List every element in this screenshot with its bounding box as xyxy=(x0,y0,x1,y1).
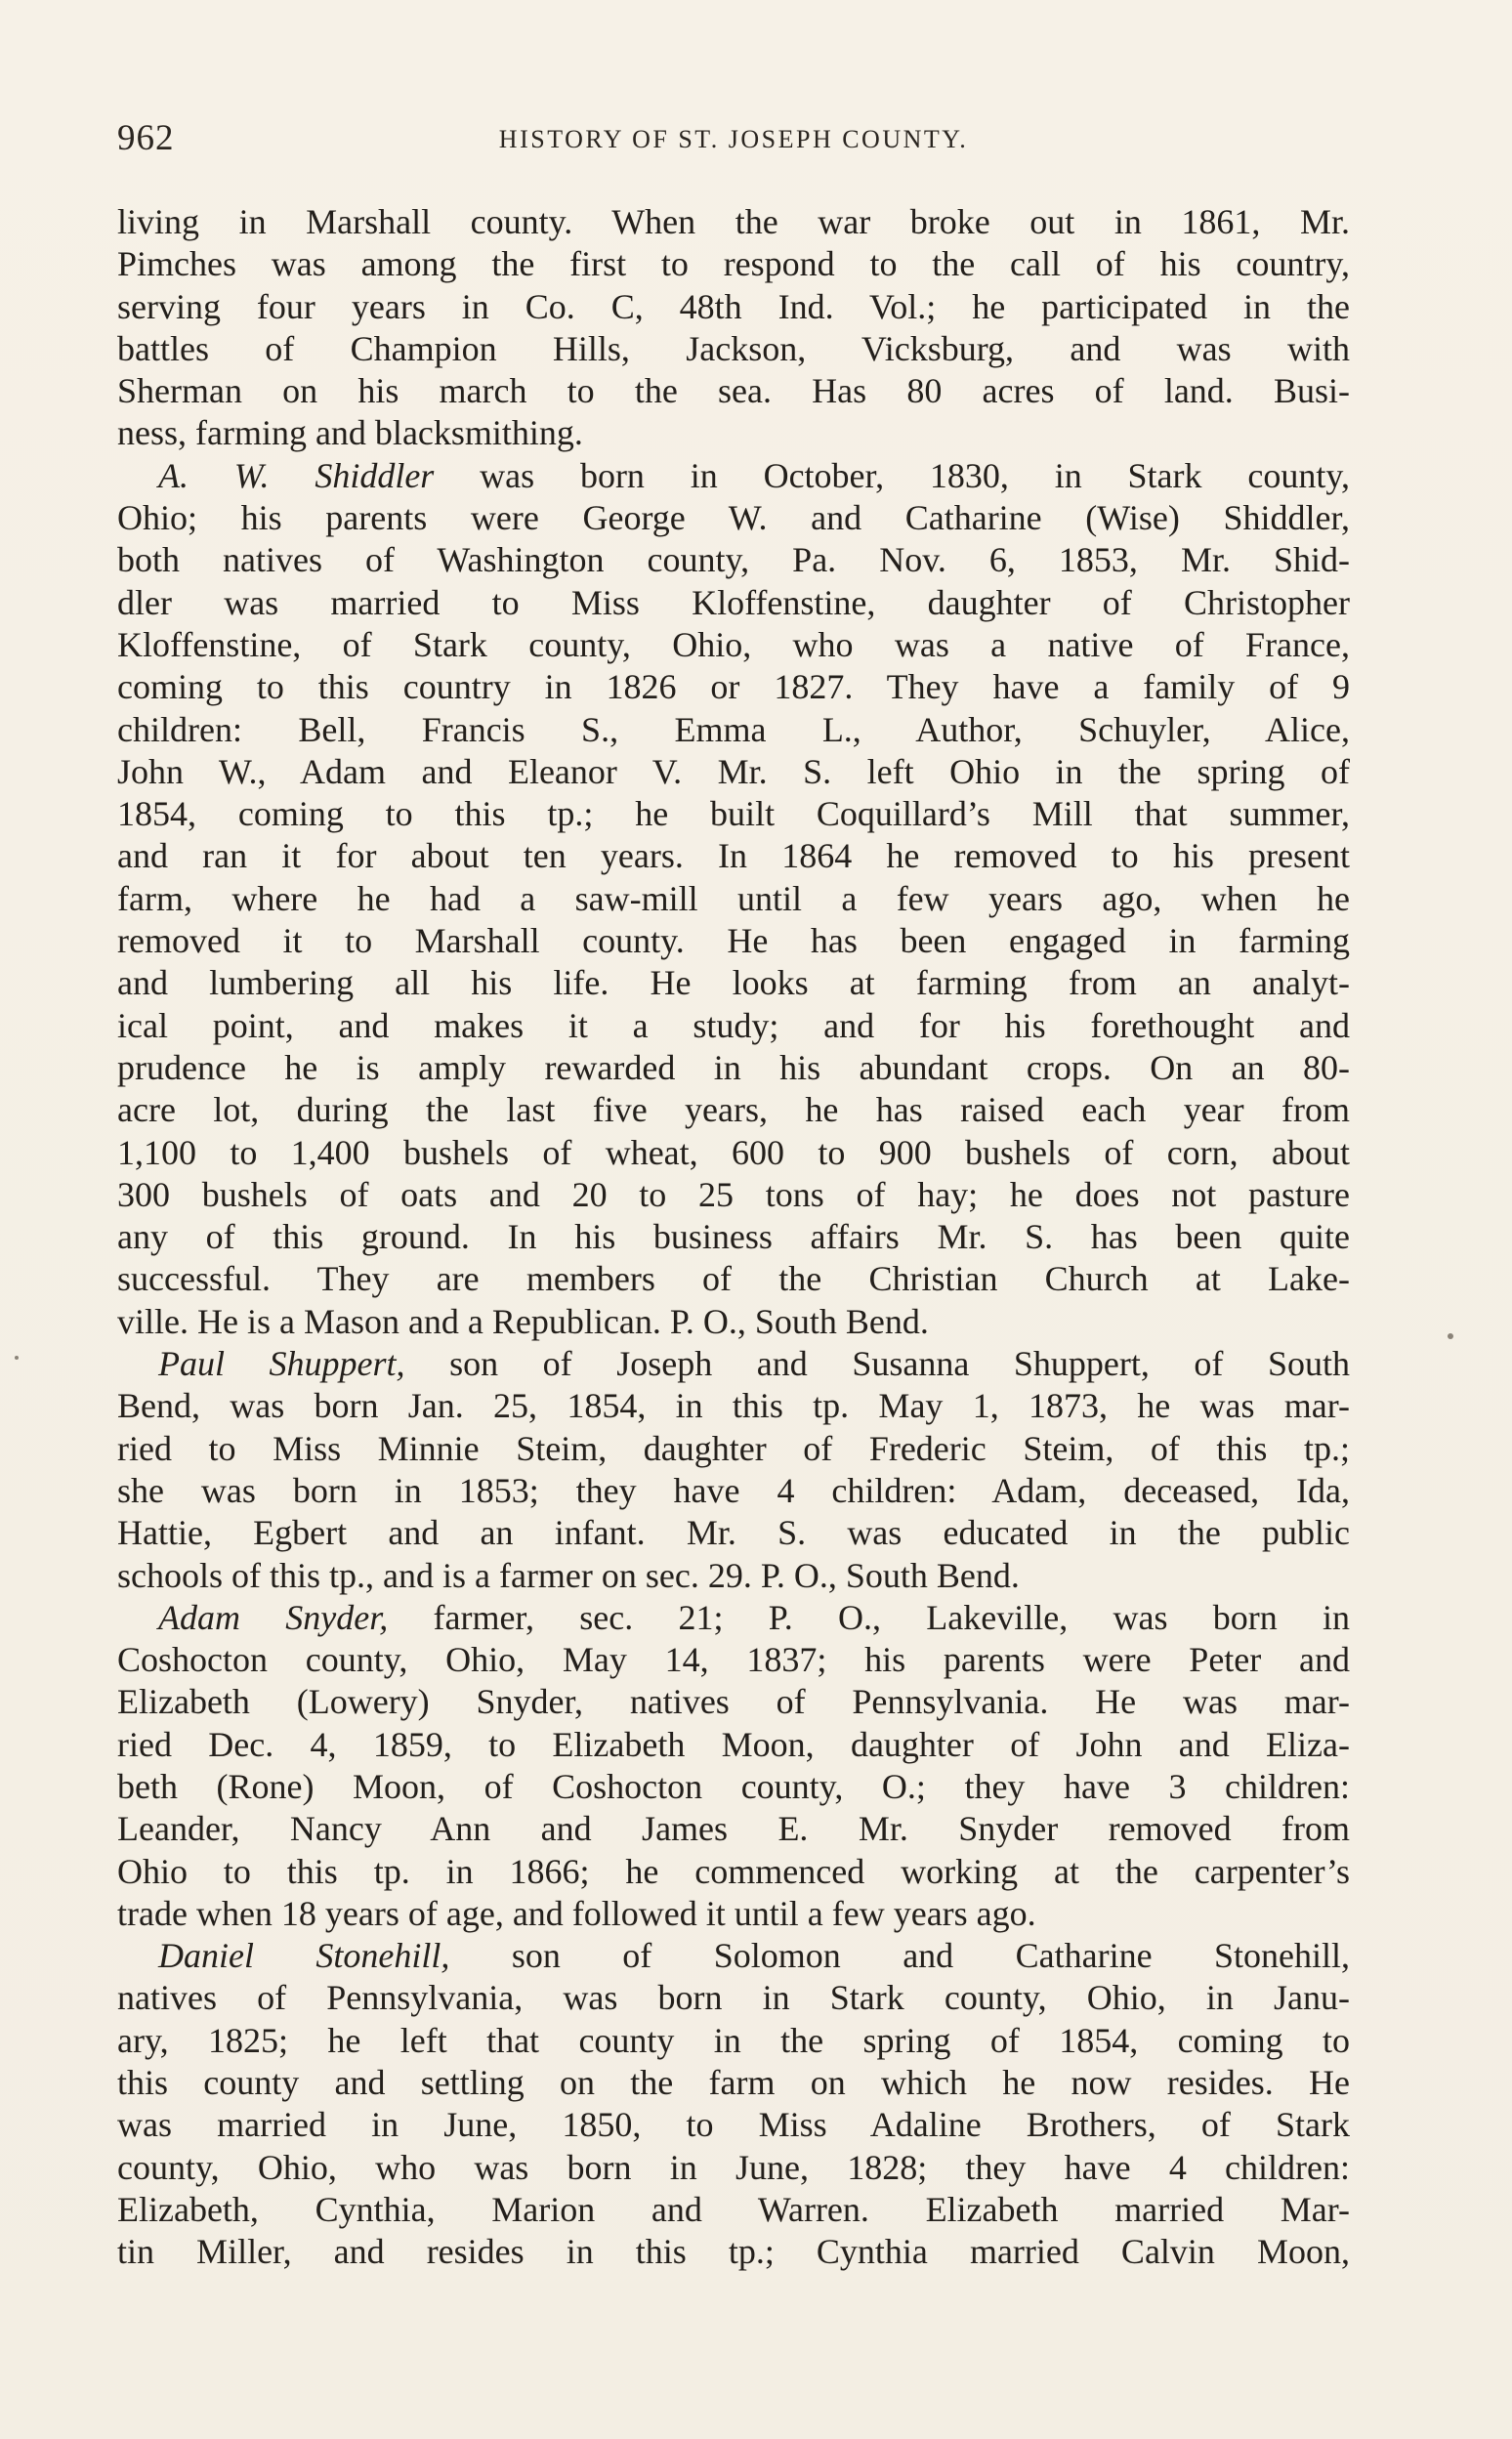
text-line xyxy=(117,1977,1350,2019)
text-run: was married in June, 1850, to Miss Adaline Brothers, of Stark xyxy=(117,2105,1350,2145)
text-line xyxy=(117,1216,1350,1258)
text-run: Leander, Nancy Ann and James E. Mr. Snyder removed from xyxy=(117,1809,1350,1849)
ink-speck xyxy=(15,1356,19,1360)
text-run: ary, 1825; he left that county in the spring of 1854, coming to xyxy=(117,2020,1350,2060)
text-run: ical point, and makes it a study; and for his forethought and xyxy=(117,1005,1350,1045)
text-run: Elizabeth, Cynthia, Marion and Warren. Elizabeth married Mar- xyxy=(117,2189,1350,2229)
text-run: was born in October, 1830, in Stark county, xyxy=(434,455,1350,495)
page-header xyxy=(117,117,1350,166)
text-line xyxy=(117,1385,1350,1427)
text-line xyxy=(117,1555,1350,1597)
text-run: Sherman on his march to the sea. Has 80 acres of land. Busi- xyxy=(117,371,1350,411)
text-run: schools of this tp., and is a farmer on sec. 29. P. O., South Bend. xyxy=(117,1555,1020,1595)
text-line xyxy=(117,1639,1350,1681)
text-run: children: Bell, Francis S., Emma L., Author, Schuyler, Alice, xyxy=(117,709,1350,749)
text-line xyxy=(117,2231,1350,2273)
text-run: Ohio to this tp. in 1866; he commenced working at the carpenter’s xyxy=(117,1851,1350,1891)
text-run: Coshocton county, Ohio, May 14, 1837; his parents were Peter and xyxy=(117,1640,1350,1680)
text-line xyxy=(117,328,1350,370)
person-name: Adam Snyder, xyxy=(158,1597,389,1637)
person-name: Daniel Stonehill, xyxy=(158,1936,450,1976)
text-line xyxy=(117,2104,1350,2146)
text-line xyxy=(117,1301,1350,1343)
text-line xyxy=(117,1428,1350,1470)
page-number: 962 xyxy=(117,118,175,158)
text-run: prudence he is amply rewarded in his abundant crops. On an 80- xyxy=(117,1047,1350,1087)
text-line xyxy=(117,1132,1350,1174)
text-line xyxy=(117,835,1350,877)
text-line xyxy=(117,920,1350,962)
text-run: John W., Adam and Eleanor V. Mr. S. left Ohio in the spring of xyxy=(117,751,1350,791)
text-line xyxy=(117,1089,1350,1131)
text-line xyxy=(117,1724,1350,1766)
running-head: HISTORY OF ST. JOSEPH COUNTY. xyxy=(498,125,969,153)
text-run: trade when 18 years of age, and followed it until a few years ago. xyxy=(117,1893,1036,1933)
text-line xyxy=(117,1935,1350,1977)
text-line xyxy=(117,666,1350,708)
text-run: farm, where he had a saw-mill until a few years ago, when he xyxy=(117,878,1350,918)
body-text xyxy=(117,201,1350,2274)
text-run: ness, farming and blacksmithing. xyxy=(117,413,583,453)
text-line xyxy=(117,2147,1350,2189)
text-run: acre lot, during the last five years, he has raised each year from xyxy=(117,1090,1350,1130)
text-run: and ran it for about ten years. In 1864 he removed to his present xyxy=(117,836,1350,876)
text-run: serving four years in Co. C, 48th Ind. Vol.; he participated in the xyxy=(117,286,1350,326)
text-run: 300 bushels of oats and 20 to 25 tons of hay; he does not pasture xyxy=(117,1174,1350,1214)
text-line xyxy=(117,1512,1350,1554)
text-line xyxy=(117,1005,1350,1047)
text-run: natives of Pennsylvania, was born in Stark county, Ohio, in Janu- xyxy=(117,1978,1350,2018)
text-run: and lumbering all his life. He looks at farming from an analyt- xyxy=(117,963,1350,1003)
text-line xyxy=(117,1681,1350,1723)
text-line xyxy=(117,1258,1350,1300)
text-line xyxy=(117,370,1350,412)
text-line xyxy=(117,1047,1350,1089)
text-line xyxy=(117,243,1350,285)
text-line xyxy=(117,793,1350,835)
text-line xyxy=(117,1766,1350,1808)
text-line xyxy=(117,1808,1350,1850)
text-run: county, Ohio, who was born in June, 1828; they have 4 children: xyxy=(117,2147,1350,2187)
text-line xyxy=(117,709,1350,751)
text-line xyxy=(117,878,1350,920)
text-run: coming to this country in 1826 or 1827. They have a family of 9 xyxy=(117,667,1350,707)
text-run: successful. They are members of the Christian Church at Lake- xyxy=(117,1259,1350,1299)
text-run: farmer, sec. 21; P. O., Lakeville, was born in xyxy=(388,1597,1350,1637)
text-line xyxy=(117,201,1350,243)
text-run: she was born in 1853; they have 4 children: Adam, deceased, Ida, xyxy=(117,1470,1350,1510)
text-run: any of this ground. In his business affairs Mr. S. has been quite xyxy=(117,1217,1350,1257)
text-line xyxy=(117,455,1350,497)
text-run: battles of Champion Hills, Jackson, Vicksburg, and was with xyxy=(117,328,1350,368)
text-line xyxy=(117,497,1350,539)
text-line xyxy=(117,1343,1350,1385)
text-run: ried to Miss Minnie Steim, daughter of Frederic Steim, of this tp.; xyxy=(117,1428,1350,1468)
text-line xyxy=(117,2189,1350,2231)
text-run: Bend, was born Jan. 25, 1854, in this tp. May 1, 1873, he was mar- xyxy=(117,1386,1350,1426)
text-run: Kloffenstine, of Stark county, Ohio, who was a native of France, xyxy=(117,624,1350,664)
text-run: Pimches was among the first to respond to the call of his country, xyxy=(117,244,1350,284)
text-run: 1854, coming to this tp.; he built Coquillard’s Mill that summer, xyxy=(117,794,1350,834)
text-run: son of Joseph and Susanna Shuppert, of South xyxy=(404,1344,1350,1384)
text-line xyxy=(117,1597,1350,1639)
text-line xyxy=(117,412,1350,454)
person-name: Paul Shuppert, xyxy=(158,1344,405,1384)
text-run: Elizabeth (Lowery) Snyder, natives of Pennsylvania. He was mar- xyxy=(117,1682,1350,1722)
text-run: living in Marshall county. When the war broke out in 1861, Mr. xyxy=(117,202,1350,241)
text-run: this county and settling on the farm on which he now resides. He xyxy=(117,2063,1350,2103)
text-line xyxy=(117,1893,1350,1935)
text-line xyxy=(117,2020,1350,2062)
text-run: dler was married to Miss Kloffenstine, daughter of Christopher xyxy=(117,582,1350,622)
text-line xyxy=(117,582,1350,624)
text-run: removed it to Marshall county. He has been engaged in farming xyxy=(117,921,1350,961)
ink-speck xyxy=(1448,1333,1453,1339)
text-line xyxy=(117,1851,1350,1893)
text-line xyxy=(117,1174,1350,1216)
text-run: beth (Rone) Moon, of Coshocton county, O.; they have 3 children: xyxy=(117,1766,1350,1806)
text-line xyxy=(117,962,1350,1004)
text-run: both natives of Washington county, Pa. Nov. 6, 1853, Mr. Shid- xyxy=(117,540,1350,580)
text-run: 1,100 to 1,400 bushels of wheat, 600 to 900 bushels of corn, about xyxy=(117,1132,1350,1172)
text-run: ried Dec. 4, 1859, to Elizabeth Moon, daughter of John and Eliza- xyxy=(117,1724,1350,1764)
text-run: Hattie, Egbert and an infant. Mr. S. was educated in the public xyxy=(117,1513,1350,1553)
text-line xyxy=(117,624,1350,666)
text-line xyxy=(117,286,1350,328)
text-line xyxy=(117,751,1350,793)
text-line xyxy=(117,2062,1350,2104)
text-run: ville. He is a Mason and a Republican. P. O., South Bend. xyxy=(117,1301,929,1341)
text-line xyxy=(117,1470,1350,1512)
person-name: A. W. Shiddler xyxy=(158,455,435,495)
text-run: Ohio; his parents were George W. and Catharine (Wise) Shiddler, xyxy=(117,498,1350,538)
text-run: tin Miller, and resides in this tp.; Cynthia married Calvin Moon, xyxy=(117,2232,1350,2272)
text-run: son of Solomon and Catharine Stonehill, xyxy=(449,1936,1351,1976)
text-line xyxy=(117,539,1350,581)
